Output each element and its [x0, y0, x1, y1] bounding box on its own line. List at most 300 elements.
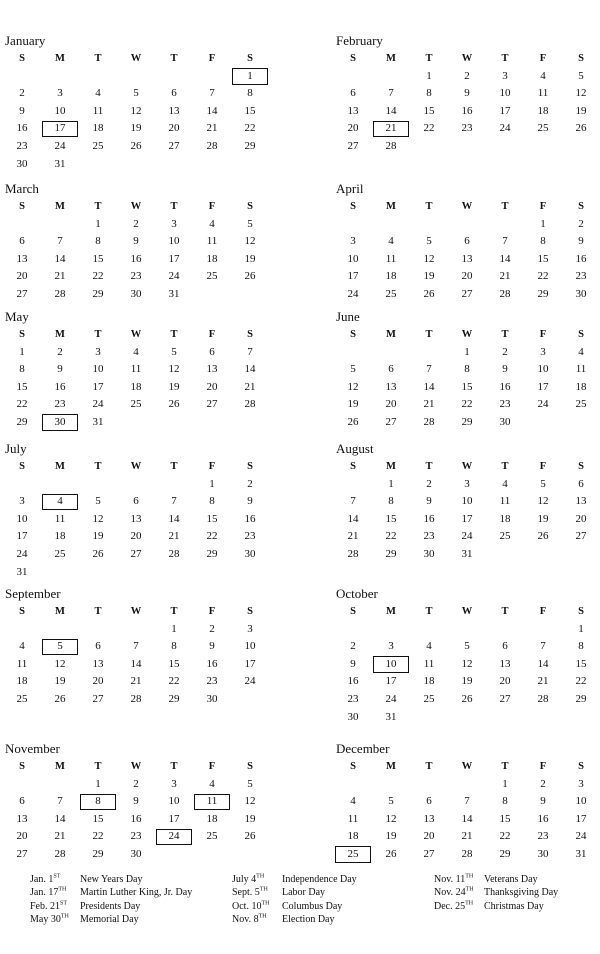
- day-cell: 31: [168, 287, 180, 300]
- day-cell: 24: [385, 692, 397, 705]
- day-cell: 25: [130, 398, 142, 411]
- day-cell: 22: [92, 830, 104, 843]
- day-cell: 2: [502, 345, 508, 358]
- weekday-header: M: [55, 201, 65, 212]
- month-grid: [334, 326, 600, 432]
- holiday-day-cell: 21: [372, 120, 410, 138]
- day-cell: 25: [206, 830, 218, 843]
- holiday-entry: [434, 873, 558, 886]
- empty-cell: [410, 216, 448, 234]
- month-grid: [334, 758, 600, 864]
- day-cell: 29: [168, 692, 180, 705]
- day-cell: 20: [461, 270, 473, 283]
- day-cell: 18: [537, 104, 549, 117]
- day-cell: 24: [461, 530, 473, 543]
- weekday-header: S: [19, 329, 25, 340]
- empty-cell: [410, 776, 448, 794]
- empty-cell: [372, 68, 410, 86]
- month-name: February: [336, 33, 383, 48]
- weekday-header: W: [461, 201, 473, 212]
- day-cell: 19: [244, 252, 256, 265]
- day-cell: 27: [16, 287, 28, 300]
- empty-cell: [448, 621, 486, 639]
- day-cell: 27: [499, 692, 511, 705]
- empty-cell: [334, 476, 372, 494]
- empty-cell: [372, 621, 410, 639]
- day-cell: 20: [575, 512, 587, 525]
- day-cell: 4: [209, 777, 215, 790]
- day-cell: 15: [461, 380, 473, 393]
- weekday-header: T: [94, 761, 102, 772]
- day-cell: 18: [92, 122, 104, 135]
- month-name: August: [336, 441, 374, 456]
- day-cell: 7: [247, 345, 253, 358]
- month-march: [3, 181, 271, 304]
- day-cell: 2: [350, 640, 356, 653]
- month-grid: [334, 458, 600, 564]
- day-cell: 23: [347, 692, 359, 705]
- month-grid: [3, 603, 271, 709]
- weekday-header: M: [386, 606, 396, 617]
- weekday-header: M: [386, 201, 396, 212]
- day-cell: 22: [385, 530, 397, 543]
- date-suffix: ST: [53, 873, 61, 880]
- day-cell: 14: [130, 657, 142, 670]
- month-name: January: [5, 33, 46, 48]
- day-cell: 12: [423, 252, 435, 265]
- day-cell: 11: [206, 235, 218, 248]
- day-cell: 27: [347, 139, 359, 152]
- weekday-header: M: [386, 329, 396, 340]
- day-cell: 15: [92, 812, 104, 825]
- day-cell: 2: [57, 345, 63, 358]
- holiday-name: Independence Day: [282, 874, 357, 885]
- weekday-header: F: [539, 461, 547, 472]
- day-cell: 14: [385, 104, 397, 117]
- day-cell: 25: [499, 530, 511, 543]
- day-cell: 11: [54, 512, 66, 525]
- day-cell: 15: [499, 812, 511, 825]
- day-cell: 19: [347, 398, 359, 411]
- month-name: June: [336, 309, 360, 324]
- weekday-header: F: [208, 201, 216, 212]
- holiday-name: Columbus Day: [282, 900, 343, 912]
- day-cell: 10: [168, 235, 180, 248]
- date-suffix: TH: [60, 913, 69, 920]
- day-cell: 16: [244, 512, 256, 525]
- date-suffix: TH: [58, 886, 67, 893]
- day-cell: 21: [206, 122, 218, 135]
- day-cell: 14: [347, 512, 359, 525]
- day-cell: 2: [578, 217, 584, 230]
- day-cell: 26: [168, 398, 180, 411]
- day-cell: 11: [423, 657, 435, 670]
- day-cell: 1: [578, 622, 584, 635]
- weekday-header: T: [94, 329, 102, 340]
- holiday-day-cell: 8: [79, 793, 117, 811]
- day-cell: 6: [19, 235, 25, 248]
- day-cell: 31: [16, 565, 28, 578]
- day-cell: 21: [244, 380, 256, 393]
- day-cell: 30: [423, 547, 435, 560]
- day-cell: 1: [540, 217, 546, 230]
- empty-cell: [372, 776, 410, 794]
- day-cell: 5: [426, 235, 432, 248]
- day-cell: 30: [16, 157, 28, 170]
- day-cell: 11: [130, 363, 142, 376]
- day-cell: 26: [385, 847, 397, 860]
- day-cell: 25: [206, 270, 218, 283]
- day-cell: 29: [244, 139, 256, 152]
- weekday-header: W: [461, 329, 473, 340]
- holiday-day-cell: 1: [231, 68, 269, 86]
- day-cell: 28: [54, 287, 66, 300]
- day-cell: 27: [461, 287, 473, 300]
- day-cell: 14: [54, 812, 66, 825]
- weekday-header: W: [130, 53, 142, 64]
- day-cell: 25: [423, 692, 435, 705]
- weekday-header: T: [425, 201, 433, 212]
- day-cell: 10: [537, 363, 549, 376]
- day-cell: 30: [537, 847, 549, 860]
- day-cell: 13: [206, 363, 218, 376]
- empty-cell: [334, 68, 372, 86]
- day-cell: 2: [133, 777, 139, 790]
- day-cell: 26: [575, 122, 587, 135]
- day-cell: 28: [168, 547, 180, 560]
- day-cell: 20: [168, 122, 180, 135]
- holiday-entry: [30, 913, 192, 926]
- empty-cell: [79, 476, 117, 494]
- day-cell: 7: [426, 363, 432, 376]
- holiday-date: July 4TH: [232, 873, 265, 885]
- day-cell: 2: [464, 69, 470, 82]
- weekday-header: M: [386, 53, 396, 64]
- day-cell: 5: [95, 495, 101, 508]
- day-cell: 26: [92, 547, 104, 560]
- month-august: [334, 441, 600, 564]
- day-cell: 19: [385, 830, 397, 843]
- empty-cell: [41, 621, 79, 639]
- empty-cell: [79, 68, 117, 86]
- holiday-column: [30, 873, 192, 926]
- day-cell: 5: [350, 363, 356, 376]
- day-cell: 10: [244, 640, 256, 653]
- holiday-day-cell: 4: [41, 493, 79, 511]
- weekday-header: W: [130, 761, 142, 772]
- day-cell: 21: [54, 830, 66, 843]
- weekday-header: F: [208, 461, 216, 472]
- day-cell: 17: [244, 657, 256, 670]
- day-cell: 18: [16, 675, 28, 688]
- day-cell: 4: [209, 217, 215, 230]
- month-november: [3, 741, 271, 864]
- day-cell: 20: [499, 675, 511, 688]
- holiday-date: Oct. 10TH: [232, 900, 270, 912]
- empty-cell: [334, 776, 372, 794]
- day-cell: 29: [16, 415, 28, 428]
- date-suffix: TH: [465, 886, 474, 893]
- empty-cell: [3, 216, 41, 234]
- holiday-name: Christmas Day: [484, 900, 544, 912]
- weekday-header: T: [501, 53, 509, 64]
- day-cell: 3: [540, 345, 546, 358]
- weekday-header: F: [539, 761, 547, 772]
- day-cell: 25: [537, 122, 549, 135]
- holiday-column: [434, 873, 558, 913]
- holiday-legend: [0, 873, 600, 933]
- empty-cell: [41, 476, 79, 494]
- weekday-header: T: [425, 606, 433, 617]
- day-cell: 1: [502, 777, 508, 790]
- day-cell: 16: [347, 675, 359, 688]
- day-cell: 6: [19, 795, 25, 808]
- holiday-entry: [434, 900, 558, 913]
- holiday-entry: [434, 886, 558, 899]
- day-cell: 19: [537, 512, 549, 525]
- day-cell: 12: [575, 87, 587, 100]
- day-cell: 2: [247, 477, 253, 490]
- weekday-header: F: [208, 329, 216, 340]
- empty-cell: [410, 621, 448, 639]
- month-april: [334, 181, 600, 304]
- day-cell: 11: [92, 104, 104, 117]
- weekday-header: S: [578, 761, 584, 772]
- holiday-date: Feb. 21ST: [30, 900, 68, 912]
- day-cell: 24: [168, 270, 180, 283]
- day-cell: 13: [575, 495, 587, 508]
- day-cell: 17: [385, 675, 397, 688]
- day-cell: 4: [426, 640, 432, 653]
- day-cell: 23: [575, 270, 587, 283]
- weekday-header: T: [170, 761, 178, 772]
- day-cell: 4: [540, 69, 546, 82]
- holiday-entry: [30, 900, 192, 913]
- month-may: [3, 309, 271, 432]
- day-cell: 24: [347, 287, 359, 300]
- day-cell: 23: [130, 270, 142, 283]
- day-cell: 7: [133, 640, 139, 653]
- day-cell: 3: [578, 777, 584, 790]
- holiday-day-cell: 5: [41, 638, 79, 656]
- day-cell: 22: [92, 270, 104, 283]
- holiday-date: Nov. 11TH: [434, 873, 474, 885]
- day-cell: 3: [19, 495, 25, 508]
- holiday-entry: [232, 886, 357, 899]
- weekday-header: S: [350, 761, 356, 772]
- day-cell: 17: [16, 530, 28, 543]
- month-grid: [334, 603, 600, 726]
- day-cell: 21: [423, 398, 435, 411]
- day-cell: 12: [168, 363, 180, 376]
- month-grid: [334, 50, 600, 156]
- day-cell: 2: [540, 777, 546, 790]
- day-cell: 11: [575, 363, 587, 376]
- holiday-name: Thanksgiving Day: [484, 887, 559, 899]
- day-cell: 16: [54, 380, 66, 393]
- weekday-header: T: [170, 461, 178, 472]
- holiday-name: Presidents Day: [80, 900, 141, 912]
- weekday-header: T: [501, 461, 509, 472]
- day-cell: 12: [92, 512, 104, 525]
- weekday-header: S: [578, 201, 584, 212]
- weekday-header: S: [19, 461, 25, 472]
- day-cell: 30: [347, 710, 359, 723]
- day-cell: 15: [206, 512, 218, 525]
- weekday-header: T: [94, 461, 102, 472]
- empty-cell: [155, 476, 193, 494]
- day-cell: 5: [247, 777, 253, 790]
- day-cell: 10: [168, 795, 180, 808]
- weekday-header: T: [94, 53, 102, 64]
- day-cell: 10: [92, 363, 104, 376]
- weekday-header: T: [94, 606, 102, 617]
- day-cell: 17: [499, 104, 511, 117]
- day-cell: 16: [461, 104, 473, 117]
- weekday-header: S: [350, 606, 356, 617]
- day-cell: 20: [92, 675, 104, 688]
- weekday-header: W: [130, 201, 142, 212]
- day-cell: 24: [92, 398, 104, 411]
- holiday-day-cell: 17: [41, 120, 79, 138]
- date-suffix: TH: [256, 873, 265, 880]
- date-suffix: ST: [60, 900, 68, 907]
- day-cell: 7: [388, 87, 394, 100]
- day-cell: 9: [426, 495, 432, 508]
- day-cell: 6: [209, 345, 215, 358]
- day-cell: 30: [575, 287, 587, 300]
- day-cell: 8: [209, 495, 215, 508]
- holiday-day-cell: 30: [41, 414, 79, 432]
- month-june: [334, 309, 600, 432]
- month-name: November: [5, 741, 60, 756]
- day-cell: 21: [537, 675, 549, 688]
- day-cell: 31: [461, 547, 473, 560]
- empty-cell: [117, 476, 155, 494]
- month-grid: [3, 50, 271, 173]
- weekday-header: S: [350, 53, 356, 64]
- day-cell: 23: [461, 122, 473, 135]
- day-cell: 18: [575, 380, 587, 393]
- day-cell: 22: [461, 398, 473, 411]
- day-cell: 3: [502, 69, 508, 82]
- day-cell: 22: [16, 398, 28, 411]
- day-cell: 3: [57, 87, 63, 100]
- day-cell: 27: [385, 415, 397, 428]
- day-cell: 17: [168, 252, 180, 265]
- holiday-day-cell: 10: [372, 656, 410, 674]
- day-cell: 14: [537, 657, 549, 670]
- day-cell: 9: [133, 235, 139, 248]
- day-cell: 17: [461, 512, 473, 525]
- weekday-header: T: [425, 461, 433, 472]
- day-cell: 7: [350, 495, 356, 508]
- holiday-entry: [232, 873, 357, 886]
- empty-cell: [3, 476, 41, 494]
- day-cell: 18: [206, 812, 218, 825]
- day-cell: 15: [244, 104, 256, 117]
- day-cell: 31: [92, 415, 104, 428]
- day-cell: 6: [464, 235, 470, 248]
- day-cell: 19: [423, 270, 435, 283]
- holiday-day-cell: 24: [155, 828, 193, 846]
- empty-cell: [3, 776, 41, 794]
- month-september: [3, 586, 271, 709]
- day-cell: 20: [385, 398, 397, 411]
- day-cell: 13: [461, 252, 473, 265]
- day-cell: 26: [244, 830, 256, 843]
- day-cell: 19: [92, 530, 104, 543]
- day-cell: 9: [464, 87, 470, 100]
- day-cell: 12: [244, 235, 256, 248]
- empty-cell: [486, 621, 524, 639]
- day-cell: 2: [209, 622, 215, 635]
- weekday-header: S: [19, 201, 25, 212]
- day-cell: 6: [171, 87, 177, 100]
- day-cell: 19: [461, 675, 473, 688]
- weekday-header: S: [247, 201, 253, 212]
- day-cell: 19: [130, 122, 142, 135]
- day-cell: 28: [423, 415, 435, 428]
- day-cell: 7: [540, 640, 546, 653]
- empty-cell: [193, 68, 231, 86]
- day-cell: 7: [171, 495, 177, 508]
- weekday-header: S: [350, 329, 356, 340]
- day-cell: 27: [92, 692, 104, 705]
- day-cell: 9: [133, 795, 139, 808]
- day-cell: 28: [537, 692, 549, 705]
- weekday-header: F: [539, 201, 547, 212]
- day-cell: 23: [130, 830, 142, 843]
- weekday-header: M: [55, 606, 65, 617]
- holiday-name: New Years Day: [80, 874, 143, 885]
- day-cell: 22: [244, 122, 256, 135]
- holiday-date: Dec. 25TH: [434, 900, 474, 912]
- day-cell: 26: [130, 139, 142, 152]
- day-cell: 27: [16, 847, 28, 860]
- day-cell: 4: [95, 87, 101, 100]
- weekday-header: M: [55, 461, 65, 472]
- day-cell: 7: [57, 235, 63, 248]
- holiday-date: May 30TH: [30, 913, 69, 925]
- day-cell: 22: [537, 270, 549, 283]
- day-cell: 13: [499, 657, 511, 670]
- day-cell: 28: [499, 287, 511, 300]
- day-cell: 18: [54, 530, 66, 543]
- day-cell: 14: [54, 252, 66, 265]
- day-cell: 15: [168, 657, 180, 670]
- weekday-header: S: [578, 606, 584, 617]
- day-cell: 30: [130, 287, 142, 300]
- day-cell: 14: [423, 380, 435, 393]
- day-cell: 5: [540, 477, 546, 490]
- day-cell: 17: [575, 812, 587, 825]
- month-grid: [3, 198, 271, 304]
- empty-cell: [41, 776, 79, 794]
- month-grid: [3, 326, 271, 432]
- day-cell: 29: [92, 847, 104, 860]
- day-cell: 1: [209, 477, 215, 490]
- day-cell: 23: [244, 530, 256, 543]
- day-cell: 8: [464, 363, 470, 376]
- weekday-header: S: [578, 329, 584, 340]
- day-cell: 3: [388, 640, 394, 653]
- day-cell: 5: [578, 69, 584, 82]
- day-cell: 3: [171, 777, 177, 790]
- day-cell: 17: [168, 812, 180, 825]
- day-cell: 25: [16, 692, 28, 705]
- holiday-name: Veterans Day: [484, 874, 538, 885]
